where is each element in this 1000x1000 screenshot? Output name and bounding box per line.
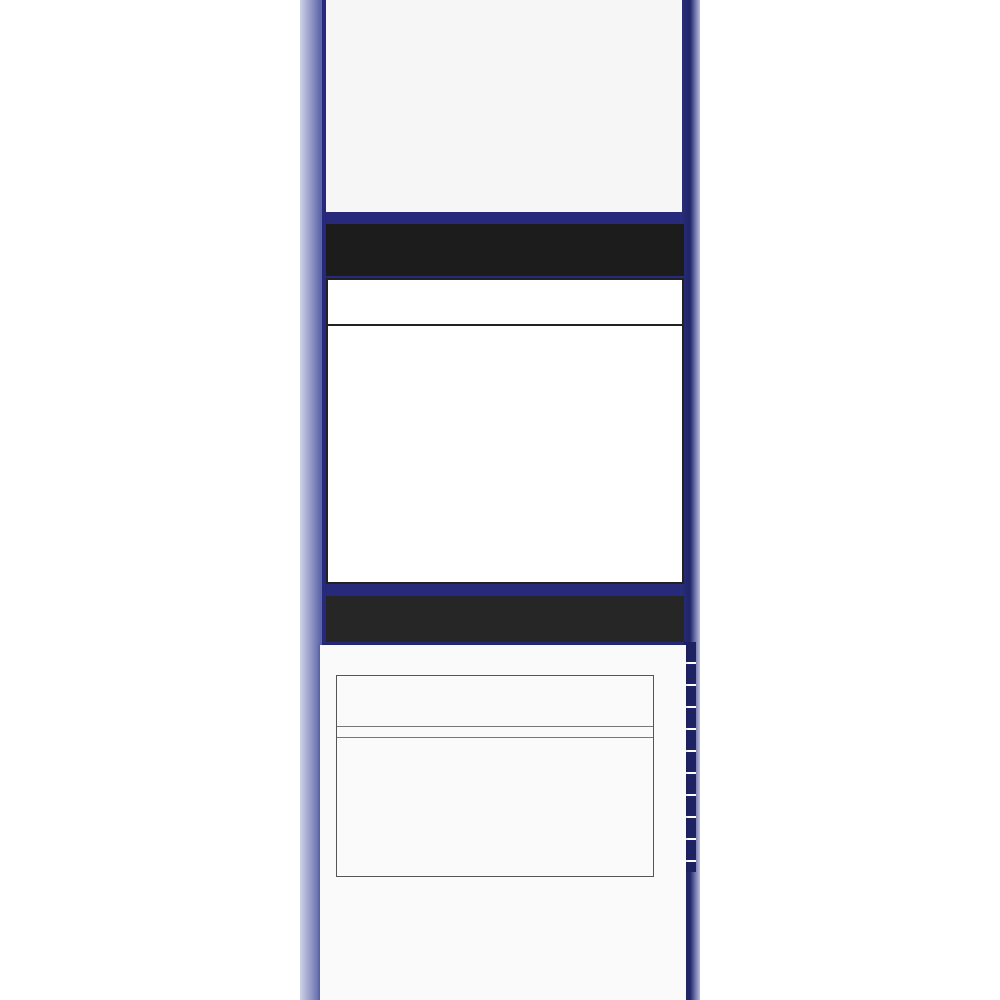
au-label-sticker	[320, 645, 686, 1000]
table-rule	[337, 737, 653, 738]
nutrition-information-banner	[326, 596, 684, 642]
us-nutrition-facts	[326, 0, 682, 212]
malay-nutrition-table	[326, 278, 684, 584]
nutrition-information-title	[326, 596, 684, 642]
malay-title	[326, 224, 684, 276]
au-table-header	[337, 726, 653, 737]
malay-serving-info	[328, 280, 682, 326]
malay-title-banner	[326, 224, 684, 276]
au-nutrition-table	[336, 675, 654, 877]
